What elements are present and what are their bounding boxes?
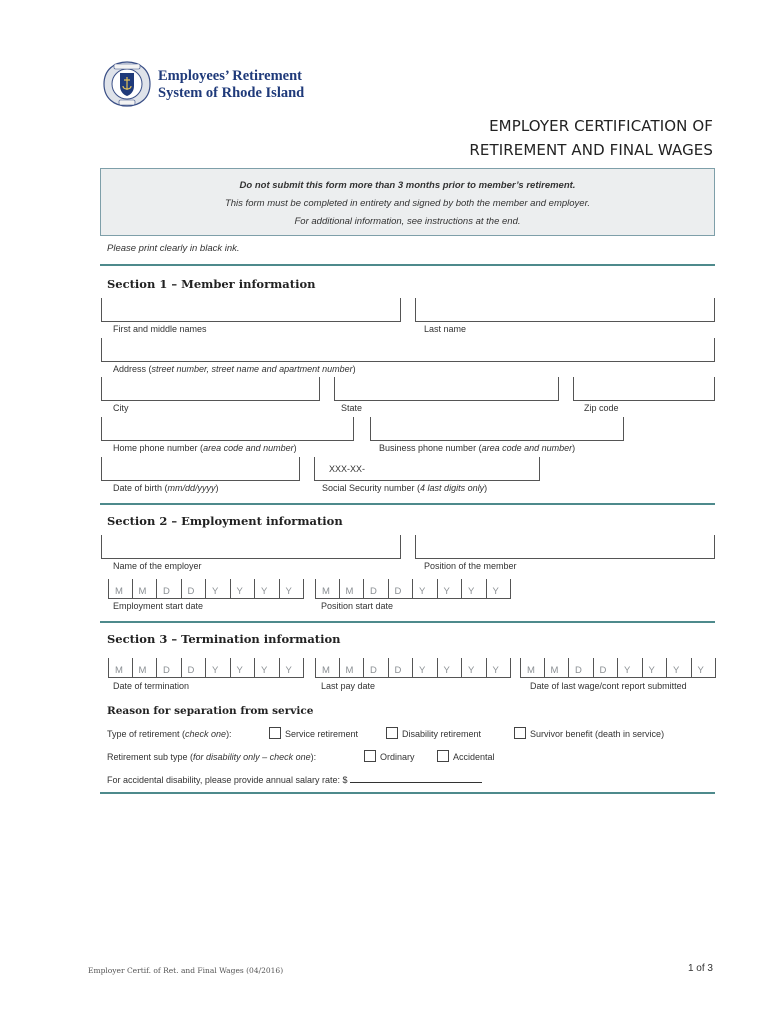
date-char-placeholder: M — [115, 586, 123, 597]
business-phone-field[interactable] — [370, 417, 624, 441]
termination-date-label: Date of termination — [113, 681, 190, 691]
section-divider — [100, 792, 715, 794]
date-char-box[interactable] — [280, 579, 305, 599]
last-name-field[interactable] — [415, 298, 715, 322]
date-char-placeholder: M — [138, 586, 147, 597]
disability-retirement-label: Disability retirement — [402, 729, 482, 739]
survivor-benefit-checkbox[interactable] — [514, 727, 526, 739]
date-char-box[interactable] — [618, 658, 643, 678]
date-char-box[interactable] — [462, 579, 487, 599]
member-position-field[interactable] — [415, 535, 715, 559]
date-char-placeholder: D — [370, 665, 377, 676]
city-field[interactable] — [101, 377, 320, 401]
last-wage-report-date-input[interactable] — [520, 658, 716, 678]
org-name-line1: Employees’ Retirement — [158, 68, 303, 84]
date-char-box[interactable] — [413, 658, 438, 678]
ssn-prefix-value: XXX-XX- — [329, 464, 366, 474]
zip-code-field[interactable] — [573, 377, 715, 401]
service-retirement-label: Service retirement — [285, 729, 359, 739]
termination-date-input[interactable] — [108, 658, 304, 678]
last-name-label: Last name — [424, 324, 467, 334]
date-char-placeholder: Y — [468, 586, 475, 597]
accidental-label: Accidental — [453, 752, 495, 762]
employment-start-date-label: Employment start date — [113, 601, 204, 611]
org-name-line2: System of Rhode Island — [158, 85, 305, 101]
section-divider — [100, 503, 715, 505]
date-char-placeholder: M — [115, 665, 123, 676]
accidental-checkbox[interactable] — [437, 750, 449, 762]
date-char-placeholder: Y — [285, 665, 292, 676]
date-char-placeholder: Y — [673, 665, 680, 676]
section3-title: Section 3 – Termination information — [107, 632, 341, 646]
section2-title: Section 2 – Employment information — [107, 514, 343, 528]
city-label: City — [113, 403, 129, 413]
disability-retirement-checkbox[interactable] — [386, 727, 398, 739]
date-char-placeholder: M — [138, 665, 147, 676]
date-char-placeholder: Y — [285, 586, 292, 597]
date-char-box[interactable] — [364, 579, 389, 599]
date-char-placeholder: M — [322, 586, 330, 597]
date-char-placeholder: Y — [468, 665, 475, 676]
date-char-placeholder: D — [599, 665, 607, 676]
date-char-placeholder: Y — [236, 586, 243, 597]
page-number: 1 of 3 — [687, 963, 713, 974]
date-char-box[interactable] — [364, 658, 389, 678]
date-char-box[interactable] — [133, 658, 158, 678]
date-char-placeholder: Y — [443, 586, 450, 597]
date-char-placeholder: Y — [419, 586, 426, 597]
date-char-box[interactable] — [206, 658, 231, 678]
print-instruction: Please print clearly in black ink. — [107, 243, 240, 254]
member-position-label: Position of the member — [424, 561, 517, 571]
date-char-box[interactable] — [280, 658, 305, 678]
home-phone-label: Home phone number (area code and number) — [113, 443, 297, 453]
date-char-placeholder: Y — [492, 586, 499, 597]
notice-line3: For additional information, see instructions at the end. — [294, 216, 521, 227]
date-char-placeholder: M — [550, 665, 559, 676]
date-char-placeholder: Y — [212, 665, 219, 676]
date-of-birth-label: Date of birth (mm/dd/yyyy) — [113, 483, 219, 493]
date-char-placeholder: Y — [648, 665, 655, 676]
date-char-box[interactable] — [315, 658, 340, 678]
date-char-placeholder: Y — [261, 586, 268, 597]
date-char-box[interactable] — [157, 579, 182, 599]
date-char-box[interactable] — [133, 579, 158, 599]
date-char-placeholder: D — [163, 665, 170, 676]
notice-line2: This form must be completed in entirety and signed by both the member and employer. — [224, 198, 591, 209]
service-retirement-checkbox[interactable] — [269, 727, 281, 739]
date-char-box[interactable] — [569, 658, 594, 678]
date-char-box[interactable] — [389, 658, 414, 678]
date-char-placeholder: D — [187, 665, 195, 676]
state-label: State — [341, 403, 363, 413]
employer-name-label: Name of the employer — [113, 561, 202, 571]
date-char-placeholder: Y — [419, 665, 426, 676]
section1-title: Section 1 – Member information — [107, 277, 316, 291]
date-char-box[interactable] — [487, 658, 512, 678]
date-char-box[interactable] — [520, 658, 545, 678]
date-char-placeholder: M — [527, 665, 535, 676]
date-char-box[interactable] — [206, 579, 231, 599]
date-char-box[interactable] — [157, 658, 182, 678]
ordinary-checkbox[interactable] — [364, 750, 376, 762]
date-char-placeholder: Y — [236, 665, 243, 676]
date-char-box[interactable] — [315, 579, 340, 599]
last-pay-date-label: Last pay date — [321, 681, 376, 691]
date-char-box[interactable] — [389, 579, 414, 599]
ers-seal-logo — [100, 58, 154, 110]
date-char-placeholder: D — [370, 586, 377, 597]
form-title — [469, 114, 713, 162]
first-middle-name-label: First and middle names — [113, 324, 207, 334]
business-phone-label: Business phone number (area code and number) — [379, 443, 576, 453]
date-char-box[interactable] — [108, 579, 133, 599]
date-char-placeholder: Y — [624, 665, 631, 676]
ssn-label: Social Security number (4 last digits only) — [322, 483, 488, 493]
date-char-placeholder: D — [187, 586, 195, 597]
retirement-type-label: Type of retirement (check one): — [107, 729, 232, 739]
date-char-placeholder: M — [345, 586, 354, 597]
form-id-footer: Employer Certif. of Ret. and Final Wages (04/2016) — [88, 966, 284, 975]
date-char-box[interactable] — [438, 658, 463, 678]
date-char-box[interactable] — [340, 658, 365, 678]
date-char-box[interactable] — [182, 658, 207, 678]
date-char-placeholder: Y — [697, 665, 704, 676]
date-char-box[interactable] — [182, 579, 207, 599]
date-char-box[interactable] — [692, 658, 717, 678]
notice-box — [100, 168, 715, 236]
date-char-box[interactable] — [255, 658, 280, 678]
position-start-date-input[interactable] — [315, 579, 511, 599]
position-start-date-label: Position start date — [321, 601, 394, 611]
date-char-box[interactable] — [413, 579, 438, 599]
date-char-box[interactable] — [594, 658, 619, 678]
date-char-placeholder: Y — [261, 665, 268, 676]
home-phone-field[interactable] — [101, 417, 354, 441]
date-of-birth-field[interactable] — [101, 457, 300, 481]
survivor-benefit-label: Survivor benefit (death in service) — [530, 729, 665, 739]
org-name — [158, 68, 304, 102]
date-char-placeholder: M — [345, 665, 354, 676]
date-char-box[interactable] — [643, 658, 668, 678]
date-char-placeholder: Y — [492, 665, 499, 676]
section-divider — [100, 621, 715, 623]
zip-code-label: Zip code — [584, 403, 619, 413]
date-char-box[interactable] — [667, 658, 692, 678]
date-char-box[interactable] — [108, 658, 133, 678]
retirement-subtype-label: Retirement sub type (for disability only – check one): — [107, 752, 317, 762]
date-char-box[interactable] — [340, 579, 365, 599]
address-field[interactable] — [101, 338, 715, 362]
date-char-box[interactable] — [438, 579, 463, 599]
first-middle-name-field[interactable] — [101, 298, 401, 322]
separation-reason-heading: Reason for separation from service — [107, 705, 314, 717]
date-char-placeholder: D — [163, 586, 170, 597]
employer-name-field[interactable] — [101, 535, 401, 559]
annual-salary-input[interactable] — [350, 774, 482, 783]
annual-salary-label: For accidental disability, please provide annual salary rate: $ — [107, 774, 482, 785]
date-char-box[interactable] — [255, 579, 280, 599]
ordinary-label: Ordinary — [380, 752, 415, 762]
date-char-box[interactable] — [545, 658, 570, 678]
last-pay-date-input[interactable] — [315, 658, 511, 678]
date-char-box[interactable] — [231, 658, 256, 678]
section-divider — [100, 264, 715, 266]
last-wage-report-date-label: Date of last wage/cont report submitted — [530, 681, 687, 691]
date-char-box[interactable] — [462, 658, 487, 678]
date-char-placeholder: M — [322, 665, 330, 676]
date-char-placeholder: D — [394, 665, 402, 676]
date-char-placeholder: Y — [212, 586, 219, 597]
form-title-line2: RETIREMENT AND FINAL WAGES — [469, 141, 713, 159]
date-char-box[interactable] — [487, 579, 512, 599]
form-title-line1: EMPLOYER CERTIFICATION OF — [489, 117, 713, 135]
state-field[interactable] — [334, 377, 559, 401]
date-char-box[interactable] — [231, 579, 256, 599]
notice-line1: Do not submit this form more than 3 months prior to member’s retirement. — [239, 180, 576, 191]
date-char-placeholder: D — [394, 586, 402, 597]
employment-start-date-input[interactable] — [108, 579, 304, 599]
date-char-placeholder: Y — [443, 665, 450, 676]
date-char-placeholder: D — [575, 665, 582, 676]
address-label: Address (street number, street name and apartment number) — [113, 364, 356, 374]
